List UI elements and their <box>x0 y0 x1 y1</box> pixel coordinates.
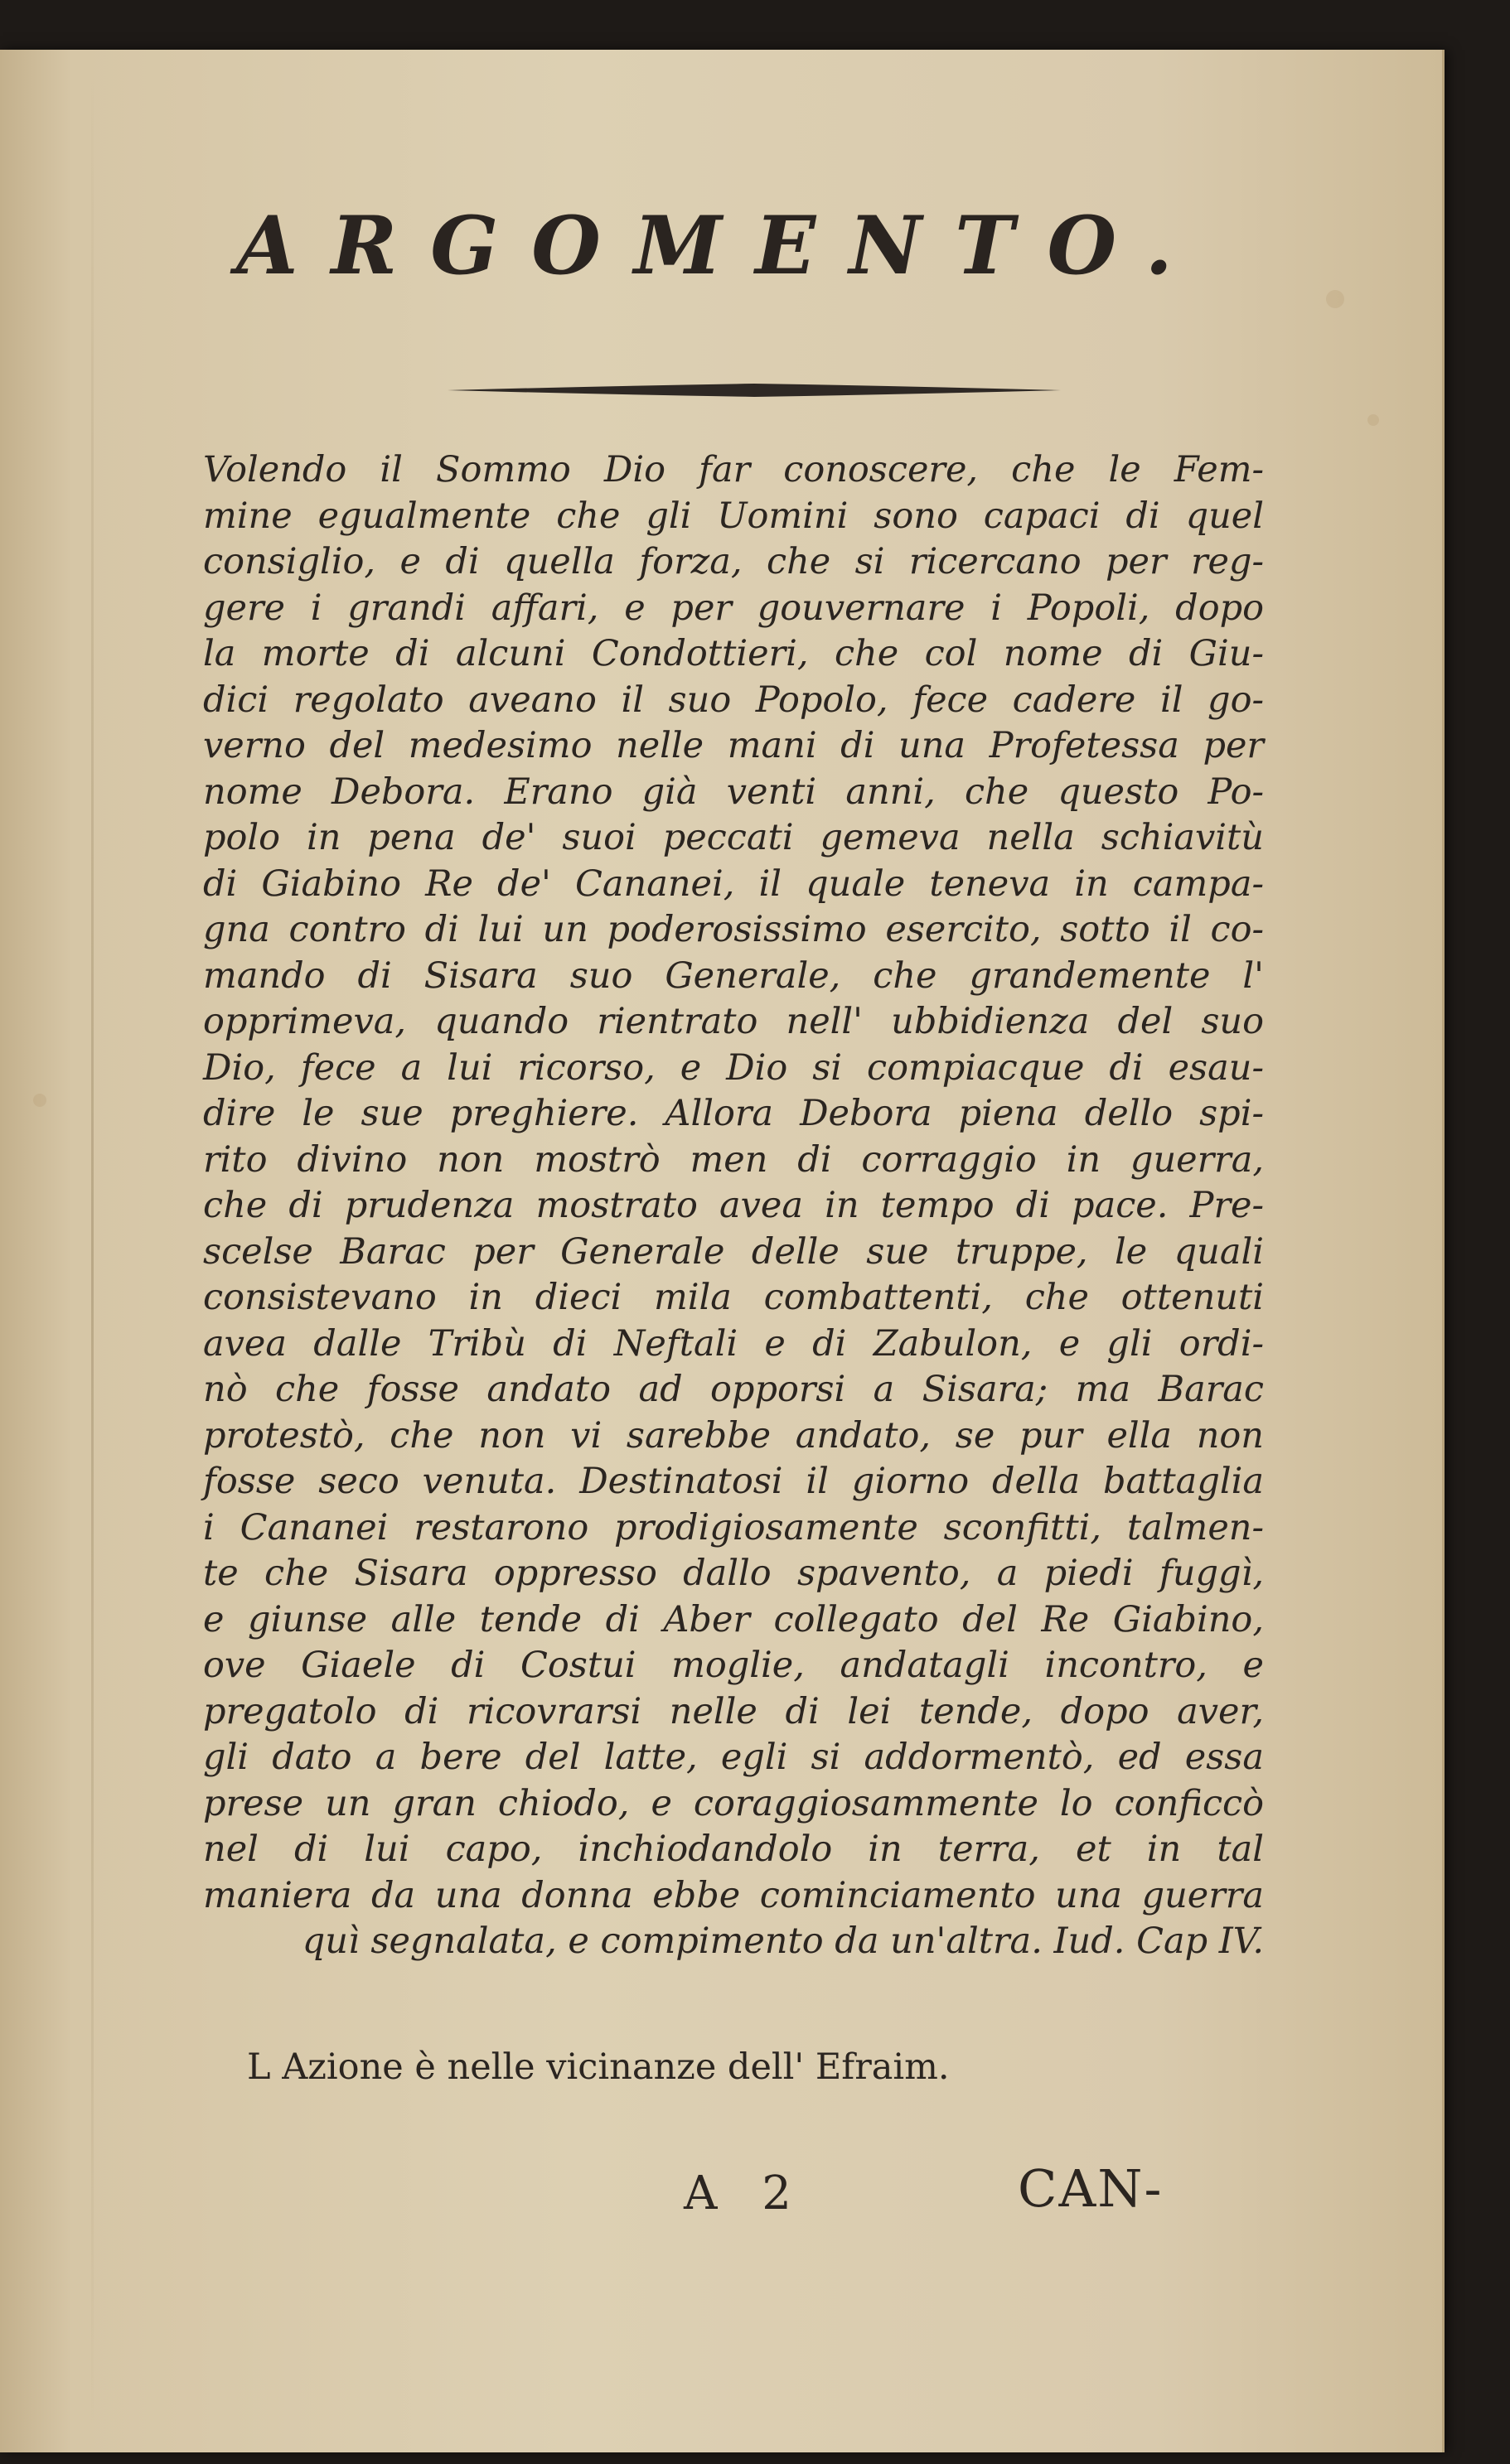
text-line: quì segnalata, e compimento da un'altra. Iud. Cap IV. <box>302 1920 1264 1962</box>
text-line: e giunse alle tende di Aber collegato del Re Giabino, <box>203 1598 1264 1640</box>
text-line: nò che fosse andato ad opporsi a Sisara; ma Barac <box>203 1369 1264 1410</box>
text-line: dire le sue preghiere. Allora Debora piena dello spi- <box>203 1093 1264 1134</box>
paper-stain <box>1367 414 1379 426</box>
text-line: nel di lui capo, inchiodandolo in terra, et in tal <box>203 1829 1264 1870</box>
text-line: consistevano in dieci mila combattenti, che ottenuti <box>203 1277 1264 1318</box>
paper-stain <box>33 1094 46 1107</box>
text-line: pregatolo di ricovrarsi nelle di lei tende, dopo aver, <box>203 1690 1264 1732</box>
paper-stain <box>1326 290 1344 308</box>
ornamental-rule <box>448 383 1061 398</box>
text-line: la morte di alcuni Condottieri, che col nome di Giu- <box>203 633 1264 674</box>
text-line: rito divino non mostrò men di corraggio in guerra, <box>203 1138 1264 1181</box>
text-line: Dio, fece a lui ricorso, e Dio si compiacque di esau- <box>203 1046 1264 1089</box>
text-line: che di prudenza mostrato avea in tempo di pace. Pre- <box>203 1185 1264 1226</box>
text-line: protestò, che non vi sarebbe andato, se pur ella non <box>203 1414 1264 1457</box>
text-line: mine egualmente che gli Uomini sono capaci di quel <box>203 495 1264 537</box>
text-line: fosse seco venuta. Destinatosi il giorno della battaglia <box>203 1461 1264 1502</box>
text-line: verno del medesimo nelle mani di una Profetessa per <box>203 725 1264 766</box>
text-line: consiglio, e di quella forza, che si ricercano per reg- <box>203 541 1264 582</box>
text-line: di Giabino Re de' Cananei, il quale teneva in campa- <box>203 862 1264 905</box>
text-line: ove Giaele di Costui moglie, andatagli incontro, e <box>203 1645 1264 1686</box>
text-line: avea dalle Tribù di Neftali e di Zabulon, e gli ordi- <box>203 1322 1264 1365</box>
text-line: i Cananei restarono prodigiosamente sconfitti, talmen- <box>203 1506 1264 1548</box>
text-line: gere i grandi affari, e per gouvernare i Popoli, dopo <box>203 587 1264 629</box>
text-line: dici regolato aveano il suo Popolo, fece cadere il go- <box>203 679 1264 721</box>
text-line: opprimeva, quando rientrato nell' ubbidienza del suo <box>203 1001 1264 1042</box>
scene-setting-note: L Azione è nelle vicinanze dell' Efraim. <box>247 2046 950 2088</box>
argument-paragraph <box>203 447 1264 1965</box>
page-title: ARGOMENTO. <box>236 199 1206 292</box>
book-page <box>0 50 1445 2452</box>
text-line: Volendo il Sommo Dio far conoscere, che le Fem- <box>203 449 1264 490</box>
text-line: nome Debora. Erano già venti anni, che questo Po- <box>203 771 1264 813</box>
page-gutter <box>91 50 94 2452</box>
text-line: gna contro di lui un poderosissimo esercito, sotto il co- <box>203 909 1264 950</box>
catchword: CAN- <box>1018 2158 1164 2219</box>
signature-mark: A 2 <box>684 2167 806 2220</box>
text-line: maniera da una donna ebbe cominciamento una guerra <box>203 1874 1264 1916</box>
text-line: prese un gran chiodo, e coraggiosammente lo conficcò <box>203 1782 1264 1824</box>
text-line: te che Sisara oppresso dallo spavento, a piedi fuggì, <box>203 1553 1264 1594</box>
text-line: mando di Sisara suo Generale, che grandemente l' <box>203 954 1264 997</box>
text-line: scelse Barac per Generale delle sue truppe, le quali <box>203 1230 1264 1273</box>
text-line: polo in pena de' suoi peccati gemeva nella schiavitù <box>203 817 1264 858</box>
text-line: gli dato a bere del latte, egli si addormentò, ed essa <box>203 1737 1264 1778</box>
